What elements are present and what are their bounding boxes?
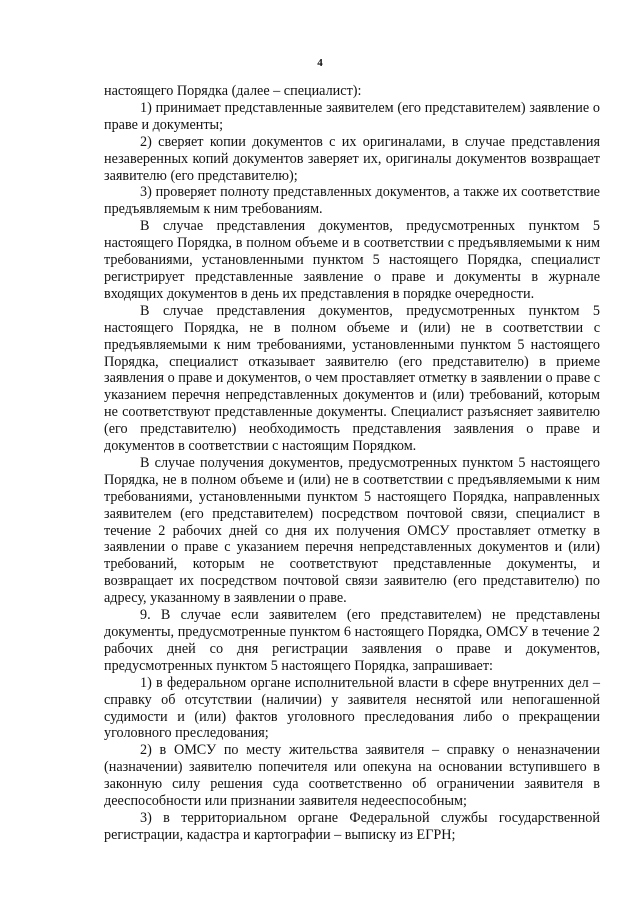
paragraph-section-9: 9. В случае если заявителем (его представителем) не представлены документы, предусмотренные пунктом 6 настоящего Порядка, ОМСУ в течение 2 рабочих дней со дня регистрации заявления о праве и документов, предусмотренных пунктом 5 настоящего Порядка, запрашивает: <box>104 607 600 674</box>
paragraph-refusal: В случае представления документов, предусмотренных пунктом 5 настоящего Порядка, не в полном объеме и (или) не в соответствии с предъявляемыми к ним требованиями, установленными пунктом 5 настоящего Порядка, специалист отказывает заявителю (его представителю) в приеме заявления о праве и документов, о чем проставляет отметку в заявлении о праве с указанием перечня непредставленных документов и (или) требований, которым не соответствуют представленные документы. Специалист разъясняет заявителю (его представителю) необходимость представления заявления о праве и документов в соответствии с настоящим Порядком. <box>104 302 600 455</box>
paragraph-request-3: 3) в территориальном органе Федеральной службы государственной регистрации, кадастра и картографии – выписку из ЕГРН; <box>104 809 600 843</box>
paragraph-registration: В случае представления документов, предусмотренных пунктом 5 настоящего Порядка, в полном объеме и в соответствии с предъявляемыми к ним требованиями, установленными пунктом 5 настоящего Порядка, специалист регистрирует представленные заявление о праве и документы в журнале входящих документов в день их представления в порядке очередности. <box>104 218 600 302</box>
paragraph-item-2: 2) сверяет копии документов с их оригиналами, в случае представления незаверенных копий документов заверяет их, оригиналы документов возвращает заявителю (его представителю); <box>104 133 600 184</box>
paragraph-request-2: 2) в ОМСУ по месту жительства заявителя – справку о неназначении (назначении) заявителю попечителя или опекуна на основании вступившего в законную силу решения суда соответственно об ограничении заявителя в дееспособности или признании заявителя недееспособным; <box>104 742 600 810</box>
paragraph-postal-return: В случае получения документов, предусмотренных пунктом 5 настоящего Порядка, не в полном объеме и (или) не в соответствии с предъявляемыми к ним требованиями, установленными пунктом 5 настоящего Порядка, направленных заявителем (его представителем) посредством почтовой связи, специалист в течение 2 рабочих дней со дня их получения ОМСУ проставляет отметку в заявлении о праве с указанием перечня непредставленных документов и (или) требований, которым не соответствуют представленные документы, и возвращает их посредством почтовой связи заявителю (его представителю) по адресу, указанному в заявлении о праве. <box>104 454 600 607</box>
paragraph-request-1: 1) в федеральном органе исполнительной власти в сфере внутренних дел – справку об отсутствии (наличии) у заявителя неснятой или непогашенной судимости и (или) фактов уголовного преследования либо о прекращении уголовного преследования; <box>104 674 600 742</box>
document-body <box>104 83 600 844</box>
paragraph-item-1: 1) принимает представленные заявителем (его представителем) заявление о праве и документы; <box>104 99 600 133</box>
page-number: 4 <box>317 57 323 69</box>
paragraph-intro: настоящего Порядка (далее – специалист): <box>104 83 362 99</box>
paragraph-item-3: 3) проверяет полноту представленных документов, а также их соответствие предъявляемым к ним требованиям. <box>104 184 600 218</box>
